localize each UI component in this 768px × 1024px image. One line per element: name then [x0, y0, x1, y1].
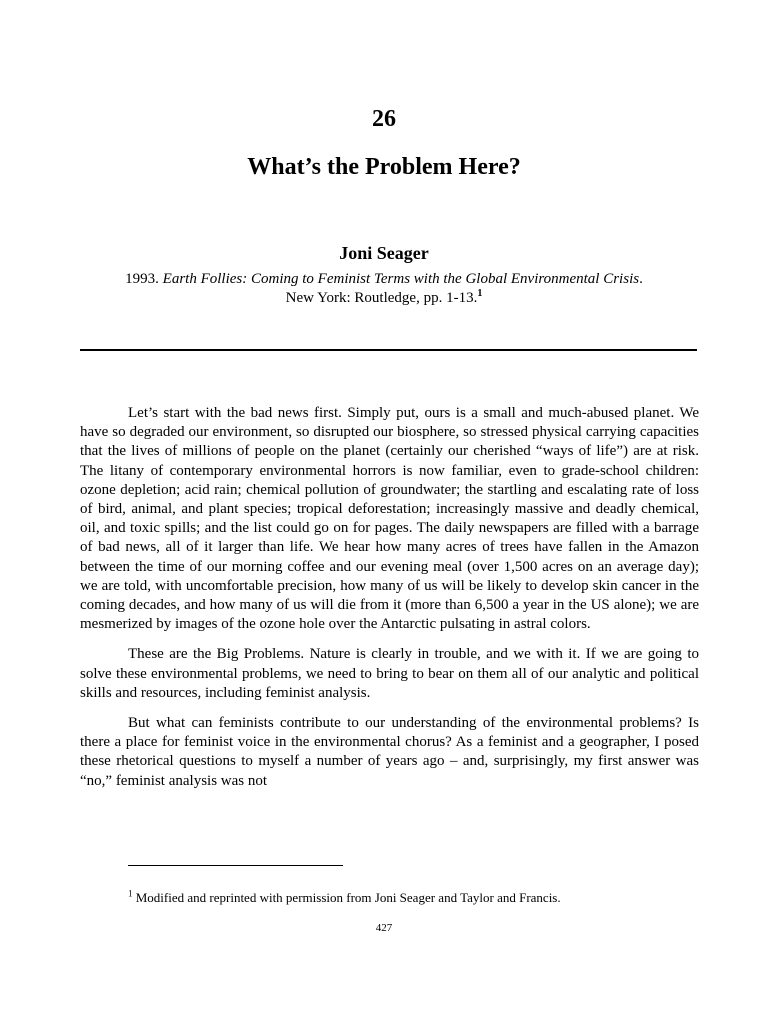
footnote: [128, 889, 708, 906]
author-name: Joni Seager: [339, 243, 429, 263]
footnote-text: Modified and reprinted with permission from Joni Seager and Taylor and Francis.: [132, 890, 561, 905]
citation-publisher: New York: Routledge, pp. 1-13.: [285, 290, 478, 306]
footnote-reference[interactable]: 1: [477, 288, 483, 299]
chapter-title: What’s the Problem Here?: [247, 154, 521, 180]
source-citation: [60, 270, 708, 308]
page-number: 427: [375, 922, 393, 934]
header-divider: [80, 349, 697, 351]
citation-year: 1993.: [125, 271, 159, 287]
citation-period: .: [639, 271, 643, 287]
footnote-marker: 1: [128, 888, 133, 899]
paragraph-1: Let’s start with the bad news first. Simply put, ours is a small and much-abused planet. We have so degraded our environment, so disrupted our biosphere, so stressed physical carrying capacities that the lives of millions of people on the planet (certainly our cherished “ways of life”) are at risk. The litany of contemporary environmental horrors is now familiar, even to grade-school children: ozone depletion; acid rain; chemical pollution of groundwater; the startling and escalating rate of loss of bird, animal, and plant species; tropical deforestation; increasingly massive and deadly chemical, oil, and toxic spills; and the list could go on for pages. The daily newspapers are filled with a barrage of bad news, all of it larger than life. We hear how many acres of trees have fallen in the Amazon between the time of our morning coffee and our evening meal (over 1,500 acres on an average day); we are told, with uncomfortable precision, how many of us will be likely to develop skin cancer in the coming decades, and how many of us will die from it (more than 6,500 a year in the US alone); we are mesmerized by images of the ozone hole over the Antarctic pulsating in astral colors.: [80, 405, 699, 633]
paragraph-2: These are the Big Problems. Nature is clearly in trouble, and we with it. If we are going to solve these environmental problems, we need to bring to bear on them all of our analytic and political skills and resources, including feminist analysis.: [80, 646, 699, 701]
body-text: [80, 404, 699, 802]
footnote-divider: [128, 865, 343, 866]
chapter-number: 26: [372, 106, 396, 132]
citation-book-title: Earth Follies: Coming to Feminist Terms with the Global Environmental Crisis: [162, 271, 640, 287]
paragraph-3: But what can feminists contribute to our understanding of the environmental problems? Is there a place for feminist voice in the environmental chorus? As a feminist and a geographer, I posed these rhetorical questions to myself a number of years ago – and, surprisingly, my first answer was “no,” feminist analysis was not: [80, 715, 699, 789]
